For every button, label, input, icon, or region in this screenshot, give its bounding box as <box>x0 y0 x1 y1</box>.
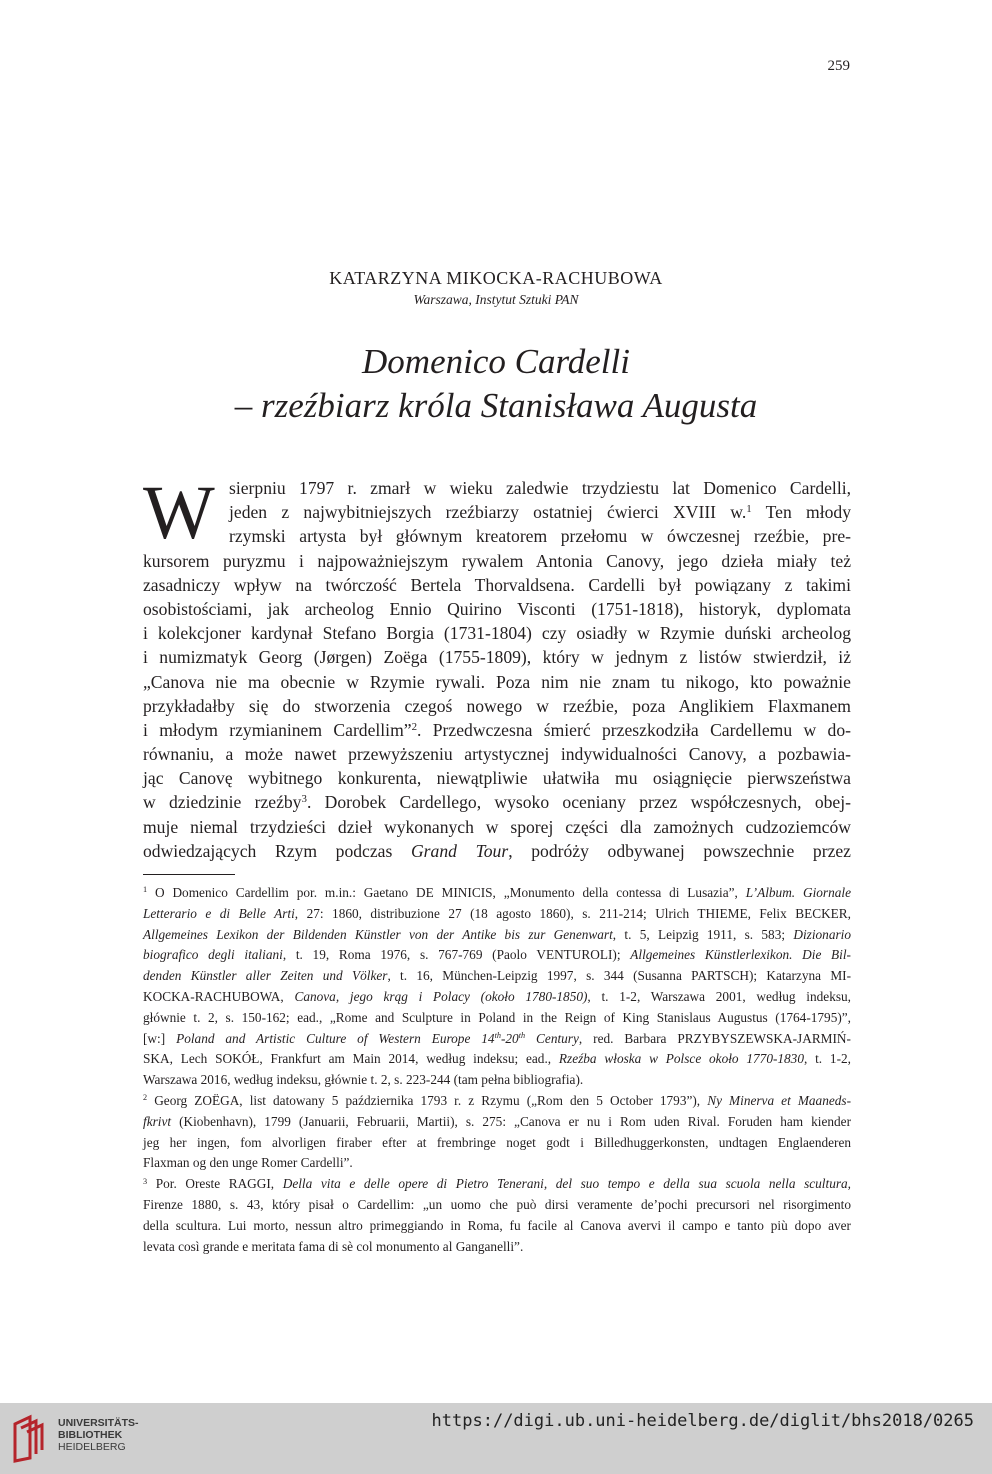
footnote-text: KOCKA-RACHUBOWA, <box>143 988 295 1004</box>
footnote-number: 2 <box>143 1093 148 1103</box>
footnote-italic: Allgemeines Künstlerlexikon. Die Bil- <box>630 947 851 963</box>
footnote-text: SKA, Lech SOKÓŁ, Frankfurt am Main 2014, według indeksu; ead., <box>143 1051 559 1067</box>
body-text-span: Ten młody <box>751 502 851 523</box>
footnote-text: , t. 16, München-Leipzig 1997, s. 344 (Susanna PARTSCH); Katarzyna MI- <box>387 968 852 984</box>
footnote-text: , 27: 1860, distribuzione 27 (18 agosto 1860), s. 211-214; Ulrich THIEME, Felix BECKER, <box>294 905 851 921</box>
article-title <box>0 340 992 428</box>
body-text-span: , podróży odbywanej powszechnie przez <box>508 840 851 861</box>
footnote-text: Georg ZOËGA, list datowany 5 października 1793 r. z Rzymu („Rom den 5 October 1793”), <box>147 1092 708 1108</box>
footnote-italic: Ny Minerva et Maaneds- <box>707 1092 852 1108</box>
library-name <box>58 1417 139 1453</box>
footnote-italic-span: Century <box>525 1030 579 1046</box>
footnote-line <box>143 1174 851 1195</box>
page-number: 259 <box>827 58 850 74</box>
footnote-text: Por. Oreste RAGGI, <box>147 1176 283 1192</box>
body-text-span: . Przedwczesna śmierć przeszkodziła Cardellemu w do- <box>417 719 851 740</box>
body-line <box>143 790 851 814</box>
footnote-text: Firenze 1880, s. 43, który pisał o Cardellim: „un uomo che può dirsi veramente de’pochi precursori nel risorgimento <box>143 1196 851 1212</box>
body-line <box>143 718 851 742</box>
footnote-text: [w:] <box>143 1030 177 1046</box>
body-line: osobistościami, jak archeolog Ennio Quirino Visconti (1751-1818), historyk, dyplomata <box>143 598 851 619</box>
footnote-italic <box>176 1031 579 1046</box>
footnote-line <box>143 1216 851 1237</box>
italic-title: Grand Tour <box>410 840 509 861</box>
footnote-line <box>143 966 851 987</box>
author-name: KATARZYNA MIKOCKA-RACHUBOWA <box>329 268 663 288</box>
body-line: rzymski artysta był głównym kreatorem przełomu w ówczesnej rzeźbie, pre- <box>229 526 851 547</box>
body-text-span: i młodym rzymianinem Cardellim” <box>143 719 412 740</box>
footnote-italic-span: Poland and Artistic Culture of Western Europe 14 <box>176 1030 495 1046</box>
footnote-text: głównie t. 2, s. 150-162; ead., „Rome and Sculpture in Poland in the Reign of King Stanislaus Augustus (1764-1795)”, <box>143 1009 851 1025</box>
footnote-text: jeg her ingen, fom alvorligen firaber efter at frembringe noget godt i Billedhuggerkonsten, undtagen Englaenderen <box>143 1134 851 1150</box>
footnote-line <box>143 987 851 1008</box>
footnote-text: levata così grande e meritata fama di sè col monumento al Ganganelli”. <box>143 1238 524 1254</box>
drop-cap: W <box>143 471 215 555</box>
footnote-italic: Letterario e di Belle Arti <box>143 905 295 921</box>
author-affiliation: Warszawa, Instytut Sztuki PAN <box>413 292 579 307</box>
body-text-span: . Dorobek Cardellego, wysoko oceniany przez współczesnych, obej- <box>306 792 851 813</box>
footnote-italic: Allgemeines Lexikon der Bildenden Künstler von der Antike bis zur Genenwart <box>143 926 613 942</box>
ordinal-suffix: th <box>518 1031 526 1041</box>
footnote-number: 3 <box>143 1176 148 1186</box>
footnote-italic: Dizionario <box>793 926 851 942</box>
footnote-italic: Della vita e delle opere di Pietro Tenerani, del suo tempo e della sua scuola nella scultura, <box>282 1176 851 1192</box>
footnote-text: O Domenico Cardellim por. m.in.: Gaetano DE MINICIS, „Monumento della contessa di Lusazia”, <box>147 885 746 900</box>
footnote-line <box>143 1112 851 1133</box>
footnote-ref: 1 <box>746 503 752 516</box>
footer-bar <box>0 1403 992 1474</box>
footnote-ref: 2 <box>411 720 418 733</box>
body-line <box>143 500 851 524</box>
body-line: jąc Canovę wybitnego konkurenta, niewątpliwie ułatwiła mu osiągnięcie pierwszeństwa <box>143 768 851 789</box>
body-text-span: w dziedzinie rzeźby <box>143 792 302 813</box>
footnote-text: , t. 5, Leipzig 1911, s. 583; <box>612 926 794 942</box>
footnote-text: (Kiobenhavn), 1799 (Januarii, Februarii, Martii), s. 275: „Canova er nu i Rom uden Rival. Foruden ham kiender <box>171 1113 851 1129</box>
footnote-line <box>143 1195 851 1216</box>
footnote-line <box>143 904 851 925</box>
footnote-text: Flaxman og den unge Romer Cardelli”. <box>143 1155 353 1171</box>
body-text-span: jeden z najwybitniejszych rzeźbiarzy ostatniej ćwierci XVIII w. <box>229 502 747 523</box>
footnote-italic-span: -20 <box>500 1030 519 1046</box>
footnote-italic: fkrivt <box>143 1113 172 1129</box>
footnote-line <box>143 883 851 904</box>
footnote-italic: denden Künstler aller Zeiten und Völker <box>143 968 388 984</box>
footnote-italic: Canova, jego krąg i Polacy (około 1780-1850) <box>294 988 588 1004</box>
library-logo-icon <box>12 1414 50 1464</box>
library-name-line-1: UNIVERSITÄTS- <box>58 1417 139 1429</box>
footnotes <box>143 883 851 1257</box>
footnote-number: 1 <box>143 885 148 895</box>
body-line: zasadniczy wpływ na twórczość Bertela Thorvaldsena. Cardelli był powiązany z takimi <box>143 574 851 595</box>
footnote-line <box>143 1049 851 1070</box>
body-line: równaniu, a może nawet przewyższeniu artystycznej indywidualności Canovy, a pozbawia- <box>143 744 851 765</box>
footnote-text: , red. Barbara PRZYBYSZEWSKA-JARMIŃ- <box>578 1030 851 1046</box>
body-line: i kolekcjoner kardynał Stefano Borgia (1731-1804) czy osiadły w Rzymie duński archeolog <box>143 623 851 644</box>
footnote-line <box>143 1070 851 1091</box>
footnote-ref: 3 <box>301 793 307 806</box>
footnote-italic: L’Album. Giornale <box>745 885 851 900</box>
title-line-1: Domenico Cardelli <box>362 342 630 381</box>
source-url[interactable]: https://digi.ub.uni-heidelberg.de/diglit/bhs2018/0265 <box>431 1411 974 1431</box>
body-text-span: odwiedzających Rzym podczas <box>143 840 411 861</box>
footnote-text: , t. 1-2, Warszawa 2001, według indeksu, <box>587 988 851 1004</box>
footnote-line <box>143 1133 851 1154</box>
footnote-rule <box>143 874 235 875</box>
footnote-text: , t. 1-2, <box>803 1051 851 1067</box>
footnote-italic: biografico degli italiani <box>143 947 283 963</box>
body-text <box>143 471 851 863</box>
body-line: „Canova nie ma obecnie w Rzymie rywali. Poza nim nie znam tu nikogo, kto poważnie <box>143 671 851 692</box>
footnote-line <box>143 925 851 946</box>
footnote-line <box>143 1091 851 1112</box>
body-line <box>143 839 851 863</box>
library-name-line-3: HEIDELBERG <box>58 1441 126 1453</box>
ordinal-suffix: th <box>494 1031 501 1041</box>
body-line: przykładałby się do stworzenia czegoś nowego w rzeźbie, poza Anglikiem Flaxmanem <box>143 695 851 716</box>
footnote-italic: Rzeźba włoska w Polsce około 1770-1830 <box>558 1051 804 1067</box>
title-line-2: – rzeźbiarz króla Stanisława Augusta <box>234 386 758 425</box>
body-line: i numizmatyk Georg (Jørgen) Zoëga (1755-1809), który w jednym z listów stwierdził, iż <box>143 647 851 668</box>
body-line: muje niemal trzydzieści dzieł wykonanych w sporej części dla zamożnych cudzoziemców <box>143 816 851 837</box>
body-line: sierpniu 1797 r. zmarł w wieku zaledwie trzydziestu lat Domenico Cardelli, <box>229 478 851 498</box>
footnote-line <box>143 945 851 966</box>
footnote-line <box>143 1029 851 1050</box>
footnote-line <box>143 1237 851 1258</box>
footnote-text: Warszawa 2016, według indeksu, głównie t. 2, s. 223-244 (tam pełna bibliografia). <box>143 1072 584 1088</box>
footnote-line <box>143 1008 851 1029</box>
footnote-line <box>143 1153 851 1174</box>
library-name-line-2: BIBLIOTHEK <box>58 1429 123 1441</box>
footnote-text: , t. 19, Roma 1976, s. 767-769 (Paolo VENTUROLI); <box>282 947 631 963</box>
footnote-text: della scultura. Lui morto, nessun altro primeggiando in Roma, fu facile al Canova avervi il campo e tanto più dopo aver <box>143 1217 851 1233</box>
body-line: kursorem puryzmu i najpoważniejszym rywalem Antonia Canovy, jego dzieła miały też <box>143 550 851 571</box>
